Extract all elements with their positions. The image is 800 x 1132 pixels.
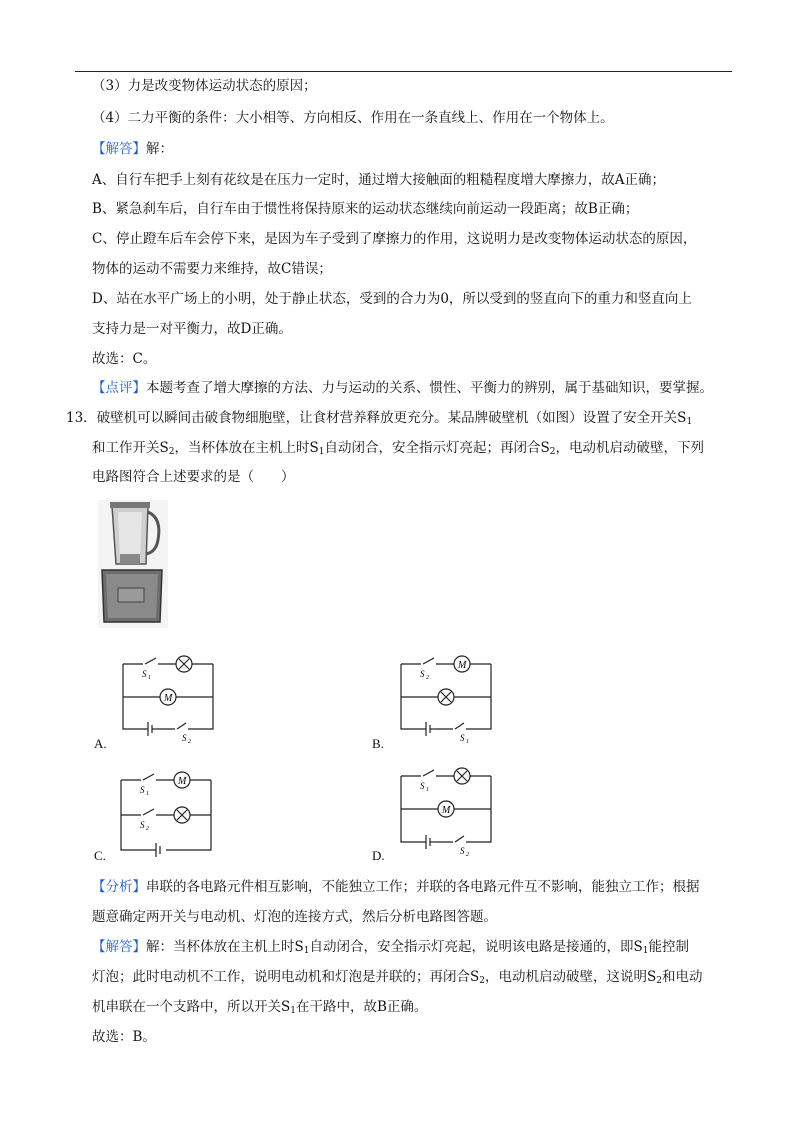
text-line: 机串联在一个支路中，所以开关$S_1$在干路中，故B正确。 — [92, 999, 428, 1016]
circuit-d — [396, 766, 496, 856]
solution-tag: 【解答】 — [92, 939, 146, 955]
svg-text:M: M — [178, 776, 187, 787]
svg-text:S: S — [460, 846, 465, 856]
text-line: 题意确定两开关与电动机、灯泡的连接方式，然后分析电路图答题。 — [92, 909, 497, 925]
svg-text:2: 2 — [146, 826, 149, 832]
text-line: C、停止蹬车后车会停下来，是因为车子受到了摩擦力的作用，这说明力是改变物体运动状态的原因， — [92, 231, 697, 247]
svg-text:2: 2 — [466, 852, 469, 858]
blender-image — [98, 500, 168, 628]
question-line: 电路图符合上述要求的是（ ） — [92, 469, 295, 485]
svg-text:S: S — [140, 785, 145, 795]
analysis-line: 【分析】串联的各电路元件相互影响，不能独立工作；并联的各电路元件互不影响，能独立工作；根据 — [92, 879, 700, 895]
comment-line: 【点评】本题考查了增大摩擦的方法、力与运动的关系、惯性、平衡力的辨别，属于基础知识，要掌握。 — [92, 380, 713, 396]
svg-text:2: 2 — [426, 675, 429, 681]
svg-text:S: S — [420, 781, 425, 791]
svg-text:1: 1 — [426, 787, 429, 793]
option-b-label: B. — [372, 736, 384, 751]
svg-text:1: 1 — [148, 675, 151, 681]
text-line: （3）力是改变物体运动状态的原因； — [92, 78, 317, 94]
text-line: 故选：C。 — [92, 351, 157, 367]
option-c-label: C. — [94, 848, 106, 863]
svg-text:S: S — [460, 733, 465, 743]
comment-tag: 【点评】 — [92, 380, 146, 396]
header-rule — [75, 71, 732, 72]
analysis-tag: 【分析】 — [92, 879, 146, 895]
svg-text:S: S — [140, 820, 145, 830]
text-line: 灯泡；此时电动机不工作，说明电动机和灯泡是并联的；再闭合$S_2$，电动机启动破壁，这说明$S_2$和电动 — [92, 969, 703, 986]
text-line: 支持力是一对平衡力，故D正确。 — [92, 321, 292, 337]
text-line: A、自行车把手上刻有花纹是在压力一定时，通过增大接触面的粗糙程度增大摩擦力，故A正确； — [92, 172, 665, 188]
answer-heading: 【解答】解： — [92, 141, 173, 157]
question-number: 13． — [66, 410, 97, 426]
svg-text:1: 1 — [466, 739, 469, 745]
svg-text:1: 1 — [146, 791, 149, 797]
text-line: 故选：B。 — [92, 1029, 156, 1045]
svg-text:2: 2 — [188, 739, 191, 745]
svg-text:M: M — [164, 693, 173, 704]
svg-text:M: M — [442, 805, 451, 816]
circuit-a — [118, 654, 218, 745]
question-line: 13．破壁机可以瞬间击破食物细胞壁，让食材营养释放更充分。某品牌破壁机（如图）设置了安全开关$S_1$ — [66, 410, 693, 427]
text-line: D、站在水平广场上的小明，处于静止状态，受到的合力为0，所以受到的竖直向下的重力和竖直向上 — [92, 291, 692, 307]
option-d-label: D. — [372, 848, 385, 863]
text-line: （4）二力平衡的条件：大小相等、方向相反、作用在一条直线上、作用在一个物体上。 — [92, 110, 614, 126]
answer-tag: 【解答】 — [92, 141, 146, 157]
circuit-b — [396, 654, 496, 745]
question-line: 和工作开关$S_2$，当杯体放在主机上时$S_1$自动闭合，安全指示灯亮起；再闭合$S_2$，电动机启动破壁，下列 — [92, 440, 704, 457]
text-line: 物体的运动不需要力来维持，故C错误； — [92, 261, 332, 277]
circuit-c — [116, 770, 216, 860]
solution-line: 【解答】解：当杯体放在主机上时$S_1$自动闭合，安全指示灯亮起，说明该电路是接通的，即$S_1$能控制 — [92, 939, 689, 956]
svg-text:S: S — [182, 733, 187, 743]
svg-text:M: M — [458, 660, 467, 671]
svg-text:S: S — [420, 669, 425, 679]
svg-text:S: S — [142, 669, 147, 679]
option-a-label: A. — [94, 736, 107, 751]
text-line: B、紧急刹车后，自行车由于惯性将保持原来的运动状态继续向前运动一段距离；故B正确； — [92, 201, 639, 217]
